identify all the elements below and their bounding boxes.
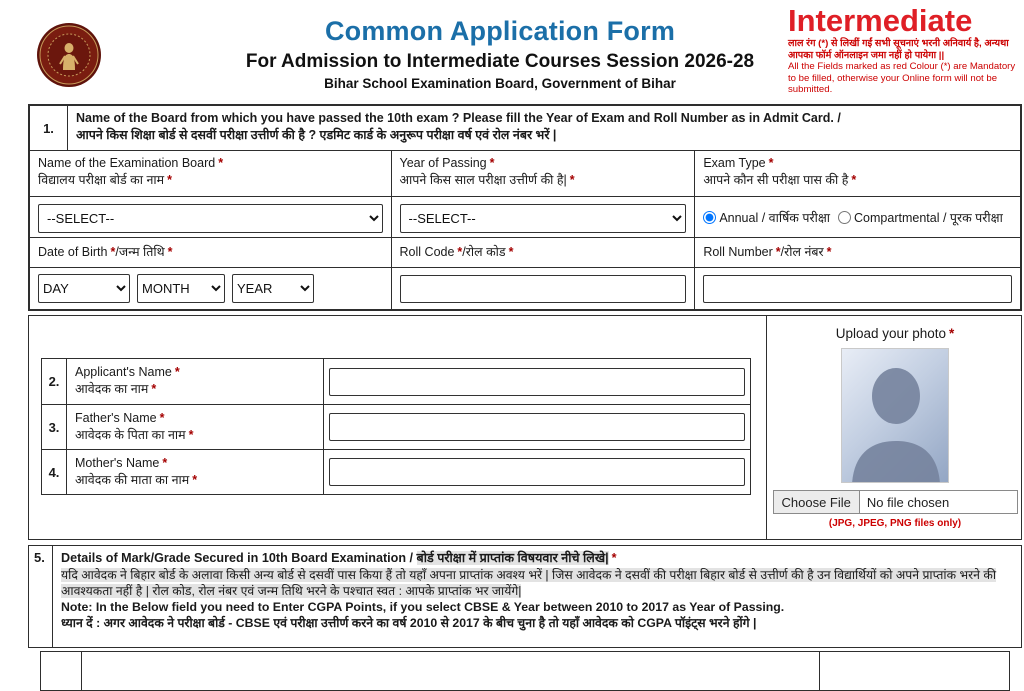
required-star: * <box>167 173 172 187</box>
year-of-passing-select[interactable] <box>400 204 687 233</box>
bseb-logo <box>36 22 102 88</box>
exam-type-compartmental-radio[interactable] <box>838 211 851 224</box>
photo-file-control <box>773 490 1018 514</box>
required-star: * <box>775 245 781 259</box>
instruction-english: Name of the Board from which you have passed the 10th exam ? Please fill the Year of Exam and Roll Number as in Admit Card. / <box>76 111 841 125</box>
roll-number-label: Roll Number * / रोल नंबर * <box>694 238 1020 267</box>
required-star: * <box>218 156 224 170</box>
file-chosen-status: No file chosen <box>866 494 950 510</box>
roll-code-label: Roll Code * / रोल कोड * <box>391 238 695 267</box>
row-number-1: 1. <box>43 120 54 136</box>
cgpa-note-english: Note: In the Below field you need to Enter CGPA Points, if you select CBSE & Year between 2010 to 2017 as Year of Passing. <box>61 600 785 614</box>
form-header <box>110 16 890 91</box>
required-star: * <box>192 473 198 487</box>
row-number-3: 3. <box>42 405 67 449</box>
required-star: * <box>457 245 463 259</box>
required-star: * <box>162 456 168 470</box>
course-level-label: Intermediate <box>788 3 973 38</box>
father-name-label: Father's Name * आवेदक के पिता का नाम * <box>67 405 324 449</box>
required-star: * <box>569 173 575 187</box>
marks-details-text <box>53 546 1021 647</box>
exam-type-compartmental-label: Compartmental / पूरक परीक्षा <box>854 210 1003 225</box>
dob-month-select[interactable] <box>137 274 225 303</box>
photo-placeholder-image <box>841 348 949 483</box>
mother-name-input[interactable] <box>329 458 745 486</box>
personal-details-table <box>41 358 751 495</box>
row-number-4: 4. <box>42 450 67 494</box>
exam-type-label: Exam Type * आपने कौन सी परीक्षा पास की है * <box>694 151 1020 196</box>
header-right <box>788 4 1018 96</box>
instruction-row <box>30 106 1020 150</box>
required-star: * <box>826 245 832 259</box>
required-star: * <box>188 428 194 442</box>
cgpa-note-hindi: ध्यान दें : अगर आवेदक ने परीक्षा बोर्ड - CBSE एवं परीक्षा उत्तीर्ण करने का वर्ष 2010 से 2017 के बीच चुना है तो यहाँ आवेदक को CGPA पॉइंट्स भरने होंगे | <box>61 616 757 630</box>
row-number-5: 5. <box>29 546 53 647</box>
applicant-name-label: Applicant's Name * आवेदक का नाम * <box>67 359 324 404</box>
roll-code-input[interactable] <box>400 275 687 303</box>
dob-year-select[interactable] <box>232 274 314 303</box>
photo-filetype-caption: (JPG, JPEG, PNG files only) <box>828 518 962 529</box>
required-star: * <box>851 173 857 187</box>
required-star: * <box>167 245 173 259</box>
father-name-row <box>42 404 750 449</box>
roll-number-input[interactable] <box>703 275 1012 303</box>
exam-type-radio-group <box>703 209 1003 226</box>
exam-type-annual-radio[interactable] <box>703 211 716 224</box>
marks-details-section <box>28 545 1022 648</box>
dob-day-select[interactable] <box>38 274 130 303</box>
inputs-row-dob <box>30 267 1020 309</box>
applicant-name-row <box>42 359 750 404</box>
required-star: * <box>174 365 180 379</box>
board-label: Name of the Examination Board * विद्यालय परीक्षा बोर्ड का नाम * <box>38 156 224 187</box>
required-star: * <box>949 326 955 341</box>
applicant-name-input[interactable] <box>329 368 745 396</box>
marks-details-description: यदि आवेदक ने बिहार बोर्ड के अलावा किसी अन्य बोर्ड से दसवीं पास किया हैं तो यहाँ अपना प्राप्तांक अवश्य भरें | जिस आवेदक ने दसवीं की परीक्षा बिहार बोर्ड से उत्तीर्ण की है उन विद्यार्थियों को अपने प्राप्तांक भरने की आवश्यकता नहीं है | रोल कोड, रोल नंबर एवं जन्म तिथि भरने के पश्चात स्वत : आपके प्राप्तांक भर जायेंगे| <box>61 568 997 598</box>
required-star: * <box>508 245 514 259</box>
year-of-passing-label: Year of Passing * आपने किस साल परीक्षा उत्तीर्ण की है| * <box>391 151 695 196</box>
father-name-input[interactable] <box>329 413 745 441</box>
mandatory-note-english: All the Fields marked as red Colour (*) are Mandatory to be filled, otherwise your Online form will not be submitted. <box>788 61 1016 95</box>
next-section-table-partial <box>40 651 1010 691</box>
mother-name-label: Mother's Name * आवेदक की माता का नाम * <box>67 450 324 494</box>
organization-name: Bihar School Examination Board, Government of Bihar <box>324 76 676 91</box>
board-select[interactable] <box>38 204 383 233</box>
required-star: * <box>768 156 774 170</box>
labels-row-dob <box>30 237 1020 267</box>
instruction-hindi: आपने किस शिक्षा बोर्ड से दसवीं परीक्षा उत्तीर्ण की है ? एडमिट कार्ड के अनुरूप परीक्षा वर्ष एवं रोल नंबर भरें | <box>76 128 557 142</box>
instruction-text <box>67 106 1020 150</box>
required-star: * <box>611 551 617 565</box>
row-number-2: 2. <box>42 359 67 404</box>
required-star: * <box>110 245 116 259</box>
mother-name-row <box>42 449 750 494</box>
exam-type-annual-label: Annual / वार्षिक परीक्षा <box>719 210 831 225</box>
labels-row-board <box>30 150 1020 196</box>
photo-upload-panel <box>766 316 1023 539</box>
inputs-row-board <box>30 196 1020 237</box>
mandatory-note-hindi: लाल रंग (*) से लिखीं गईं सभी सूचनाएं भरनी अनिवार्य है, अन्यथा आपका फॉर्म ऑनलाइन जमा नहीं हो पायेगा || <box>788 38 1009 61</box>
personal-details-section <box>28 315 1022 540</box>
required-star: * <box>151 382 157 396</box>
page-title: Common Application Form <box>324 16 676 46</box>
dob-label: Date of Birth * / जन्म तिथि * <box>38 245 173 259</box>
marks-details-title: Details of Mark/Grade Secured in 10th Board Examination / बोर्ड परीक्षा में प्राप्तांक विषयवार नीचे लिखे| * <box>61 551 617 565</box>
required-star: * <box>489 156 495 170</box>
page-subtitle: For Admission to Intermediate Courses Session 2026-28 <box>245 51 755 72</box>
board-details-table <box>28 104 1022 311</box>
choose-file-button[interactable]: Choose File <box>774 491 860 513</box>
dob-selects <box>38 274 314 303</box>
required-star: * <box>159 411 165 425</box>
photo-upload-title: Upload your photo * <box>835 326 955 341</box>
